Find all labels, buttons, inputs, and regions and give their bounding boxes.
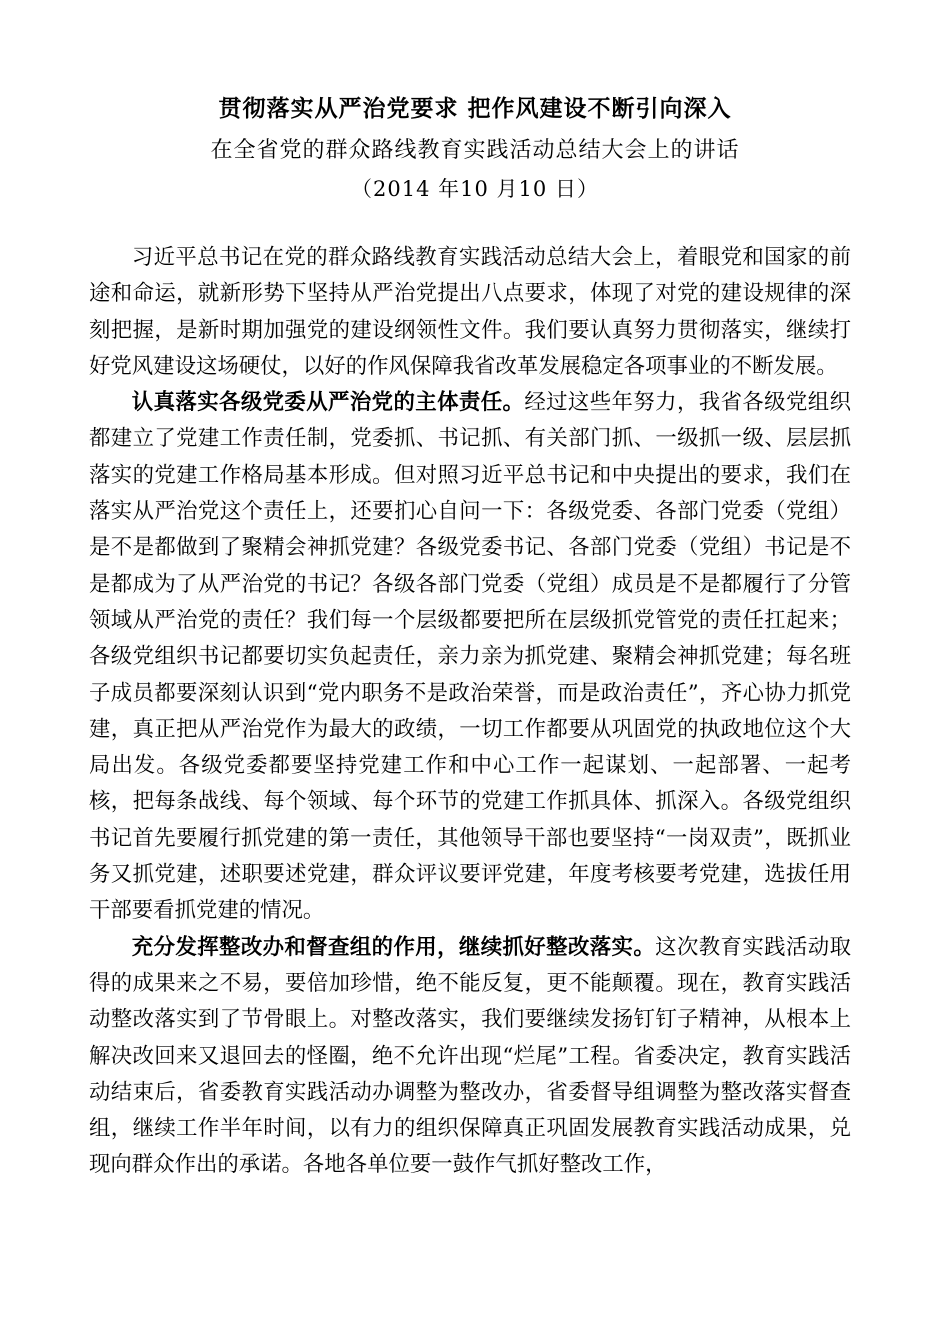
paragraph-lead: 充分发挥整改办和督查组的作用，继续抓好整改落实。	[131, 934, 656, 960]
document-title: 贯彻落实从严治党要求 把作风建设不断引向深入	[218, 95, 732, 122]
document-subtitle: 在全省党的群众路线教育实践活动总结大会上的讲话	[210, 138, 740, 163]
paragraph-text: 这次教育实践活动取得的成果来之不易，要倍加珍惜，绝不能反复，更不能颠覆。现在，教育实践活动整改落实到了节骨眼上。对整改落实，我们要继续发扬钉钉子精神，从根本上解决改回来又退回去的怪圈，绝不允许出现“烂尾”工程。省委决定，教育实践活动结束后，省委教育实践活动办调整为整改办，省委督导组调整为整改落实督查组，继续工作半年时间，以有力的组织保障真正巩固发展教育实践活动成果，兑现向群众作出的承诺。各地各单位要一鼓作气抓好整改工作，	[89, 934, 851, 1178]
paragraph-text: 经过这些年努力，我省各级党组织都建立了党建工作责任制，党委抓、书记抓、有关部门抓、一级抓一级、层层抓落实的党建工作格局基本形成。但对照习近平总书记和中央提出的要求，我们在落实从严治党这个责任上，还要扪心自问一下：各级党委、各部门党委（党组）是不是都做到了聚精会神抓党建？各级党委书记、各部门党委（党组）书记是不是都成为了从严治党的书记？各级各部门党委（党组）成员是不是都履行了分管领域从严治党的责任？我们每一个层级都要把所在层级抓党管党的责任扛起来；各级党组织书记都要切实负起责任，亲力亲为抓党建、聚精会神抓党建；每名班子成员都要深刻认识到“党内职务不是政治荣誉，而是政治责任”，齐心协力抓党建，真正把从严治党作为最大的政绩，一切工作都要从巩固党的执政地位这个大局出发。各级党委都要坚持党建工作和中心工作一起谋划、一起部署、一起考核，把每条战线、每个领域、每个环节的党建工作抓具体、抓深入。各级党组织书记首先要履行抓党建的第一责任，其他领导干部也要坚持“一岗双责”，既抓业务又抓党建，述职要述党建，群众评议要评党建，年度考核要考党建，选拔任用干部要看抓党建的情况。	[89, 390, 851, 924]
paragraph-intro	[89, 240, 851, 385]
document-date: （2014 年10 月10 日）	[351, 177, 599, 201]
paragraph-rectification	[89, 930, 851, 1184]
paragraph-party-responsibility	[89, 385, 851, 929]
paragraph-text: 习近平总书记在党的群众路线教育实践活动总结大会上，着眼党和国家的前途和命运，就新形势下坚持从严治党提出八点要求，体现了对党的建设规律的深刻把握，是新时期加强党的建设纲领性文件。我们要认真努力贯彻落实，继续打好党风建设这场硬仗，以好的作风保障我省改革发展稳定各项事业的不断发展。	[89, 245, 851, 379]
document-body	[89, 240, 851, 1184]
paragraph-lead: 认真落实各级党委从严治党的主体责任。	[131, 390, 525, 416]
